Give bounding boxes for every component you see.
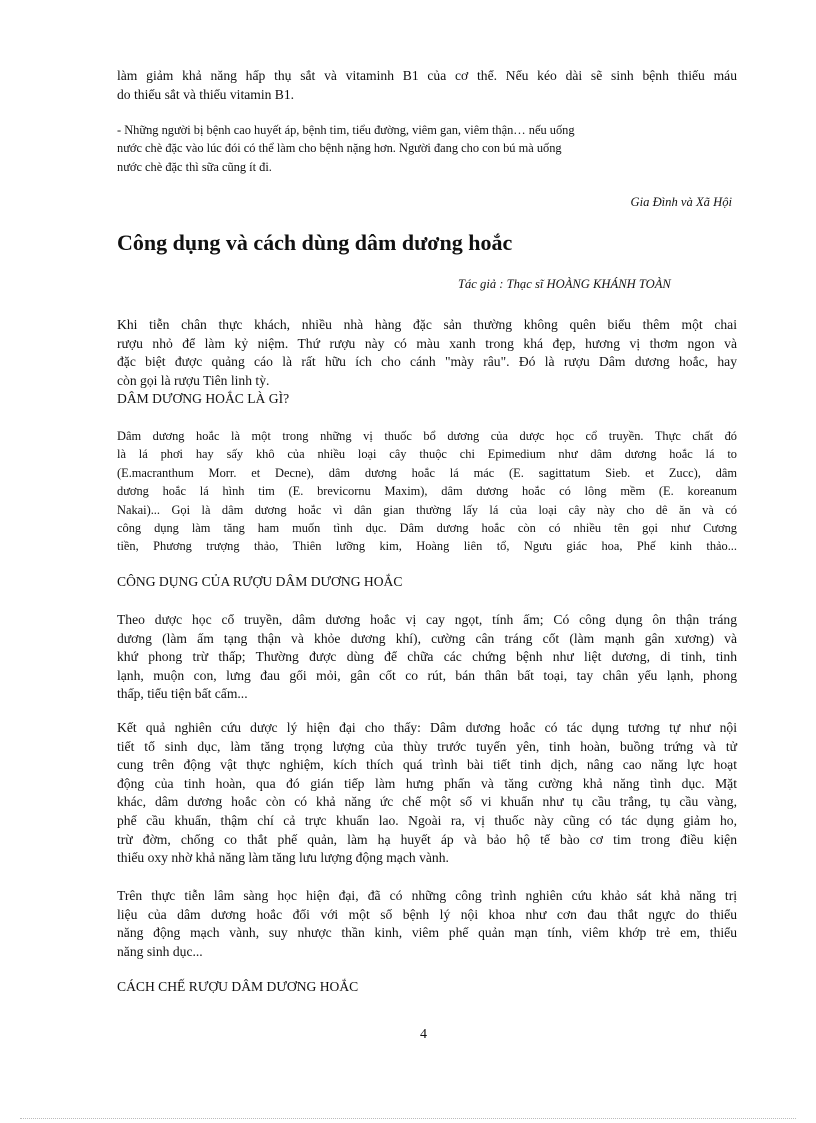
text-line: nước chè đặc vào lúc đói có thể làm cho bệnh nặng hơn. Người đang cho con bú mà uống: [117, 141, 562, 156]
text-line: công dụng làm tăng ham muốn tình dục. Dâm dương hoắc còn có nhiều tên gọi như Cương: [117, 521, 737, 536]
text-line: Dâm dương hoắc là một trong những vị thuốc bổ dương của dược học cổ truyền. Thực chất đó: [117, 429, 737, 443]
text-line: Khi tiễn chân thực khách, nhiều nhà hàng đặc sản thường không quên biếu thêm một chai: [117, 317, 737, 332]
section-heading-make: CÁCH CHẾ RƯỢU DÂM DƯƠNG HOẮC: [117, 979, 359, 994]
text-line: thiếu oxy nhờ khả năng làm tăng lưu lượng động mạch vành.: [117, 850, 449, 866]
paragraph-definition: [117, 427, 737, 556]
article-title: Công dụng và cách dùng dâm dương hoắc: [117, 230, 513, 255]
text-line: năng sinh dục...: [117, 943, 203, 959]
text-line: rượu nhỏ để làm kỷ niệm. Thứ rượu này có màu xanh trong khá đẹp, hương vị thơm ngon và: [117, 335, 737, 351]
text-line: dương hoắc lá hình tim (E. brevicornu Maxim), dâm dương hoắc có lông mềm (E. koreanum: [117, 484, 737, 499]
text-line: đặc biệt được quảng cáo là rất hữu ích cho cánh "mày râu". Đó là rượu Dâm dương hoắc, hay: [117, 354, 737, 370]
paragraph-warning: [117, 121, 677, 176]
text-line: tiết tố sinh dục, làm tăng trọng lượng của thùy trước tuyến yên, tinh hoàn, buồng trứng và tử: [117, 738, 737, 754]
author-line: Tác giả : Thạc sĩ HOÀNG KHÁNH TOÀN: [458, 277, 671, 291]
text-line: tiền, Phương trượng thảo, Thiên lưỡng kim, Hoàng liên tổ, Ngưu giác hoa, Phế kinh thảo...: [117, 539, 737, 554]
text-line: cung trên động vật thực nghiệm, kích thích quá trình bài tiết tinh dịch, nâng cao năng lực hoạt: [117, 757, 737, 773]
section-heading-uses: CÔNG DỤNG CỦA RƯỢU DÂM DƯƠNG HOẮC: [117, 574, 403, 589]
text-line: thấp, tiểu tiện bất cấm...: [117, 686, 248, 702]
paragraph-clinical: [117, 887, 737, 961]
text-line: nước chè đặc thì sữa cũng ít đi.: [117, 159, 272, 174]
page-number: 4: [420, 1027, 427, 1042]
text-line: Theo dược học cổ truyền, dâm dương hoắc vị cay ngọt, tính ấm; Có công dụng ôn thận tráng: [117, 612, 737, 627]
text-line: là lá phơi hay sấy khô của nhiều loại cây thuộc chi Epimedium như dâm dương hoắc lá to: [117, 447, 737, 462]
text-line: do thiếu sắt và thiếu vitamin B1.: [117, 86, 295, 102]
text-line: lạnh, muộn con, lưng đau gối mỏi, gân cốt co rút, bán thân bất toại, tay chân yếu lạnh, phong: [117, 667, 737, 683]
source-attribution: Gia Đình và Xã Hội: [630, 195, 732, 209]
text-line: (E.macranthum Morr. et Decne), dâm dương hoắc lá mác (E. sagittatum Sieb. et Zucc), dâm: [117, 465, 737, 480]
text-line: khứ phong trừ thấp; Thường được dùng để chữa các chứng bệnh như liệt dương, di tinh, tinh: [117, 649, 737, 665]
text-line: làm giảm khả năng hấp thụ sắt và vitaminh B1 của cơ thể. Nếu kéo dài sẽ sinh bệnh thiếu máu: [117, 68, 737, 83]
text-line: Kết quả nghiên cứu dược lý hiện đại cho thấy: Dâm dương hoắc có tác dụng tương tự như nội: [117, 720, 737, 735]
paragraph-traditional-uses: [117, 611, 737, 704]
text-line: Trên thực tiễn lâm sàng học hiện đại, đã có những công trình nghiên cứu khảo sát khả năng trị: [117, 888, 737, 903]
text-line: Nakai)... Gọi là dâm dương hoắc vì dân gian thường lấy lá của loại cây này cho dê ăn và có: [117, 502, 737, 517]
page-bottom-divider: [20, 1118, 796, 1119]
text-line: động của tinh hoàn, qua đó gián tiếp làm hưng phấn và tăng cường khả năng tình dục. Mặt: [117, 775, 737, 791]
section-heading-what: DÂM DƯƠNG HOẮC LÀ GÌ?: [117, 391, 290, 406]
text-line: trừ đờm, chống co thắt phế quản, làm hạ huyết áp và bảo hộ tế bào cơ tim trong điều kiện: [117, 831, 737, 847]
text-line: còn gọi là rượu Tiên linh tỳ.: [117, 372, 270, 388]
paragraph-intro: [117, 67, 737, 104]
text-line: phế cầu khuẩn, thậm chí cả trực khuẩn lao. Ngoài ra, vị thuốc này cũng có tác dụng giảm ho,: [117, 812, 737, 828]
text-line: liệu của dâm dương hoắc đối với một số bệnh lý nội khoa như cơn đau thắt ngực do thiểu: [117, 906, 737, 922]
text-line: năng động mạch vành, suy nhược thần kinh, viêm phế quản mạn tính, viêm khớp trẻ em, thiểu: [117, 925, 737, 941]
paragraph-lead: [117, 316, 737, 390]
paragraph-pharmacology: [117, 719, 737, 868]
text-line: dương (làm ấm tạng thận và khỏe dương khí), cường cân tráng cốt (làm mạnh gân xương) và: [117, 630, 737, 646]
text-line: - Những người bị bệnh cao huyết áp, bệnh tim, tiểu đường, viêm gan, viêm thận… nếu uống: [117, 123, 575, 137]
text-line: khác, dâm dương hoắc còn có khả năng ức chế một số vi khuẩn như tụ cầu trắng, tụ cầu vàng,: [117, 794, 737, 810]
